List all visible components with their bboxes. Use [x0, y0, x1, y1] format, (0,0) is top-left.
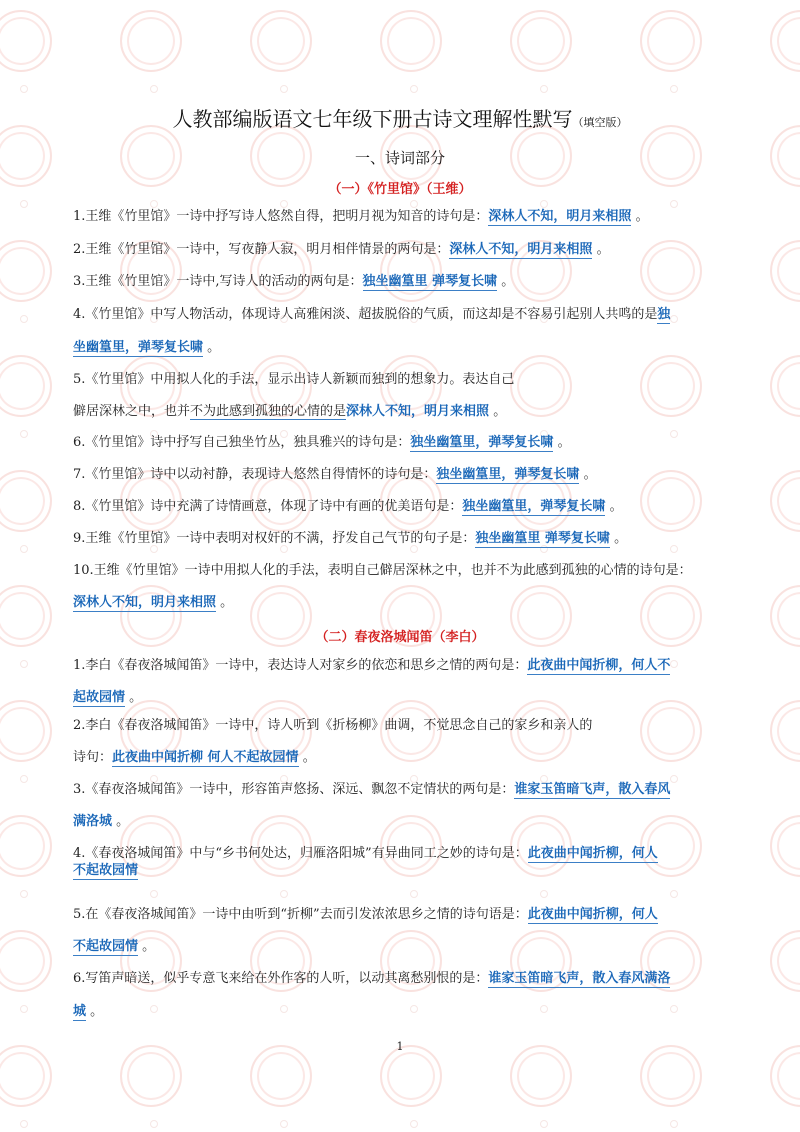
watermark-dot-icon — [20, 890, 28, 898]
subsection-heading-chunye: （二）春夜洛城闻笛（李白） — [315, 630, 485, 645]
question-2-6: 6.写笛声暗送，似乎专意飞来给在外作客的人听，以动其离愁别恨的是：谁家玉笛暗飞声，散入春风满洛 — [73, 971, 671, 986]
watermark-stamp-icon — [640, 10, 702, 72]
watermark-dot-icon — [670, 1120, 678, 1128]
question-1-2: 2.王维《竹里馆》一诗中，写夜静人寂，明月相伴情景的两句是：深林人不知，明月来相照 。 — [73, 242, 610, 257]
watermark-dot-icon — [670, 775, 678, 783]
answer: 深林人不知，明月来相照 — [346, 404, 490, 419]
watermark-stamp-icon — [380, 10, 442, 72]
watermark-dot-icon — [150, 890, 158, 898]
question-2-2: 2.李白《春夜洛城闻笛》一诗中，诗人听到《折杨柳》曲调，不觉思念自己的家乡和亲人的 — [73, 718, 593, 733]
watermark-dot-icon — [410, 1120, 418, 1128]
watermark-stamp-icon — [640, 1045, 702, 1107]
answer: 独坐幽篁里，弹琴复长啸 — [462, 499, 606, 514]
watermark-dot-icon — [670, 660, 678, 668]
answer: 谁家玉笛暗飞声，散入春风满洛 — [488, 971, 671, 986]
question-2-6-cont: 城 。 — [73, 1004, 104, 1019]
watermark-stamp-icon — [770, 240, 800, 302]
watermark-stamp-icon — [770, 470, 800, 532]
watermark-stamp-icon — [0, 10, 52, 72]
watermark-dot-icon — [20, 1005, 28, 1013]
watermark-dot-icon — [280, 890, 288, 898]
watermark-dot-icon — [670, 315, 678, 323]
watermark-stamp-icon — [250, 1045, 312, 1107]
answer: 坐幽篁里，弹琴复长啸 — [73, 340, 204, 355]
watermark-dot-icon — [540, 890, 548, 898]
watermark-stamp-icon — [0, 240, 52, 302]
watermark-stamp-icon — [510, 1045, 572, 1107]
watermark-dot-icon — [20, 775, 28, 783]
watermark-stamp-icon — [0, 355, 52, 417]
answer: 独坐幽篁里，弹琴复长啸 — [410, 435, 554, 450]
answer: 谁家玉笛暗飞声，散入春风 — [514, 782, 671, 797]
watermark-dot-icon — [280, 1005, 288, 1013]
watermark-dot-icon — [20, 430, 28, 438]
watermark-dot-icon — [280, 1120, 288, 1128]
question-1-10-cont: 深林人不知，明月来相照 。 — [73, 595, 234, 610]
watermark-stamp-icon — [0, 1045, 52, 1107]
watermark-stamp-icon — [770, 10, 800, 72]
question-1-7: 7.《竹里馆》诗中以动衬静，表现诗人悠然自得情怀的诗句是：独坐幽篁里，弹琴复长啸 。 — [73, 467, 597, 482]
watermark-dot-icon — [540, 1005, 548, 1013]
answer: 独坐幽篁里 弹琴复长啸 — [475, 531, 610, 546]
watermark-dot-icon — [540, 85, 548, 93]
watermark-stamp-icon — [0, 815, 52, 877]
watermark-stamp-icon — [0, 930, 52, 992]
watermark-stamp-icon — [510, 10, 572, 72]
watermark-dot-icon — [150, 200, 158, 208]
watermark-dot-icon — [20, 85, 28, 93]
watermark-dot-icon — [540, 200, 548, 208]
watermark-stamp-icon — [640, 700, 702, 762]
answer: 此夜曲中闻折柳，何人 — [527, 846, 658, 861]
watermark-dot-icon — [410, 200, 418, 208]
watermark-stamp-icon — [120, 1045, 182, 1107]
question-2-3-cont: 满洛城 。 — [73, 814, 130, 829]
answer: 独坐幽篁里，弹琴复长啸 — [436, 467, 580, 482]
question-2-4-cont — [73, 862, 138, 880]
answer: 此夜曲中闻折柳 何人不起故园情 — [112, 750, 299, 765]
watermark-dot-icon — [150, 1005, 158, 1013]
answer: 不起故园情 — [73, 863, 139, 878]
watermark-stamp-icon — [0, 470, 52, 532]
watermark-stamp-icon — [770, 1045, 800, 1107]
answer: 深林人不知，明月来相照 — [73, 595, 217, 610]
watermark-stamp-icon — [770, 355, 800, 417]
answer: 此夜曲中闻折柳，何人 — [527, 907, 658, 922]
answer: 此夜曲中闻折柳，何人不 — [527, 658, 671, 673]
watermark-stamp-icon — [770, 815, 800, 877]
watermark-stamp-icon — [640, 355, 702, 417]
watermark-dot-icon — [150, 85, 158, 93]
question-1-4: 4.《竹里馆》中写人物活动，体现诗人高雅闲淡、超拔脱俗的气质，而这却是不容易引起别人共鸣的是独 — [73, 307, 671, 322]
question-1-6: 6.《竹里馆》诗中抒写自己独坐竹丛，独具雅兴的诗句是：独坐幽篁里，弹琴复长啸 。 — [73, 435, 571, 450]
watermark-dot-icon — [670, 1005, 678, 1013]
page-number: 1 — [396, 1040, 404, 1053]
watermark-stamp-icon — [380, 1045, 442, 1107]
question-2-1-cont: 起故园情 。 — [73, 690, 143, 705]
watermark-dot-icon — [670, 430, 678, 438]
watermark-dot-icon — [670, 200, 678, 208]
title-suffix: （填空版） — [572, 116, 628, 129]
question-2-1: 1.李白《春夜洛城闻笛》一诗中，表达诗人对家乡的依恋和思乡之情的两句是：此夜曲中闻折柳，何人不 — [73, 658, 671, 673]
question-1-10: 10.王维《竹里馆》一诗中用拟人化的手法，表明自己僻居深林之中，也并不为此感到孤独的心情的诗句是： — [73, 563, 692, 578]
watermark-dot-icon — [20, 315, 28, 323]
question-2-3: 3.《春夜洛城闻笛》一诗中，形容笛声悠扬、深远、飘忽不定情状的两句是：谁家玉笛暗飞声，散入春风 — [73, 782, 671, 797]
question-2-5: 5.在《春夜洛城闻笛》一诗中由听到“折柳”去而引发浓浓思乡之情的诗句语是：此夜曲中闻折柳，何人 — [73, 907, 658, 922]
watermark-dot-icon — [670, 545, 678, 553]
question-1-3: 3.王维《竹里馆》一诗中,写诗人的活动的两句是：独坐幽篁里 弹琴复长啸 。 — [73, 274, 515, 289]
answer: 满洛城 — [73, 814, 113, 829]
answer: 独坐幽篁里 弹琴复长啸 — [362, 274, 498, 289]
answer: 起故园情 — [73, 690, 126, 705]
question-1-4-cont: 坐幽篁里，弹琴复长啸 。 — [73, 340, 221, 355]
question-1-8: 8.《竹里馆》诗中充满了诗情画意，体现了诗中有画的优美语句是：独坐幽篁里，弹琴复长啸 。 — [73, 499, 623, 514]
answer: 城 — [73, 1004, 87, 1019]
watermark-dot-icon — [670, 890, 678, 898]
watermark-stamp-icon — [0, 700, 52, 762]
question-2-5-cont: 不起故园情 。 — [73, 939, 156, 954]
watermark-stamp-icon — [250, 10, 312, 72]
watermark-dot-icon — [20, 660, 28, 668]
title-text: 人教部编版语文七年级下册古诗文理解性默写 — [172, 107, 573, 131]
watermark-stamp-icon — [770, 930, 800, 992]
watermark-dot-icon — [280, 85, 288, 93]
question-1-9: 9.王维《竹里馆》一诗中表明对权奸的不满，抒发自己气节的句子是：独坐幽篁里 弹琴复长啸 。 — [73, 531, 628, 546]
question-1-5-cont: 僻居深林之中，也并不为此感到孤独的心情的是深林人不知，明月来相照 。 — [73, 404, 507, 419]
watermark-dot-icon — [20, 1120, 28, 1128]
watermark-stamp-icon — [640, 240, 702, 302]
watermark-stamp-icon — [120, 10, 182, 72]
watermark-stamp-icon — [770, 700, 800, 762]
watermark-stamp-icon — [640, 470, 702, 532]
question-2-4: 4.《春夜洛城闻笛》中与“乡书何处达，归雁洛阳城”有异曲同工之妙的诗句是：此夜曲中闻折柳，何人 — [73, 846, 658, 861]
watermark-dot-icon — [410, 85, 418, 93]
answer: 独 — [657, 307, 671, 322]
page-title — [0, 103, 800, 132]
answer: 不起故园情 — [73, 939, 139, 954]
watermark-dot-icon — [410, 1005, 418, 1013]
answer: 深林人不知，明月来相照 — [449, 242, 593, 257]
question-2-2-cont: 诗句：此夜曲中闻折柳 何人不起故园情 。 — [73, 750, 316, 765]
watermark-dot-icon — [540, 1120, 548, 1128]
watermark-stamp-icon — [510, 355, 572, 417]
answer: 深林人不知，明月来相照 — [488, 209, 632, 224]
watermark-dot-icon — [20, 200, 28, 208]
question-1-5: 5.《竹里馆》中用拟人化的手法，显示出诗人新颖而独到的想象力。表达自己 — [73, 372, 515, 387]
section-heading: 一、诗词部分 — [354, 149, 445, 167]
watermark-dot-icon — [670, 85, 678, 93]
watermark-dot-icon — [280, 200, 288, 208]
watermark-dot-icon — [150, 1120, 158, 1128]
question-1-1: 1.王维《竹里馆》一诗中抒写诗人悠然自得，把明月视为知音的诗句是：深林人不知，明月来相照 。 — [73, 209, 649, 224]
watermark-dot-icon — [20, 545, 28, 553]
subsection-heading-zhuliguan: （一）《竹里馆》（王维） — [328, 182, 472, 197]
watermark-dot-icon — [410, 890, 418, 898]
